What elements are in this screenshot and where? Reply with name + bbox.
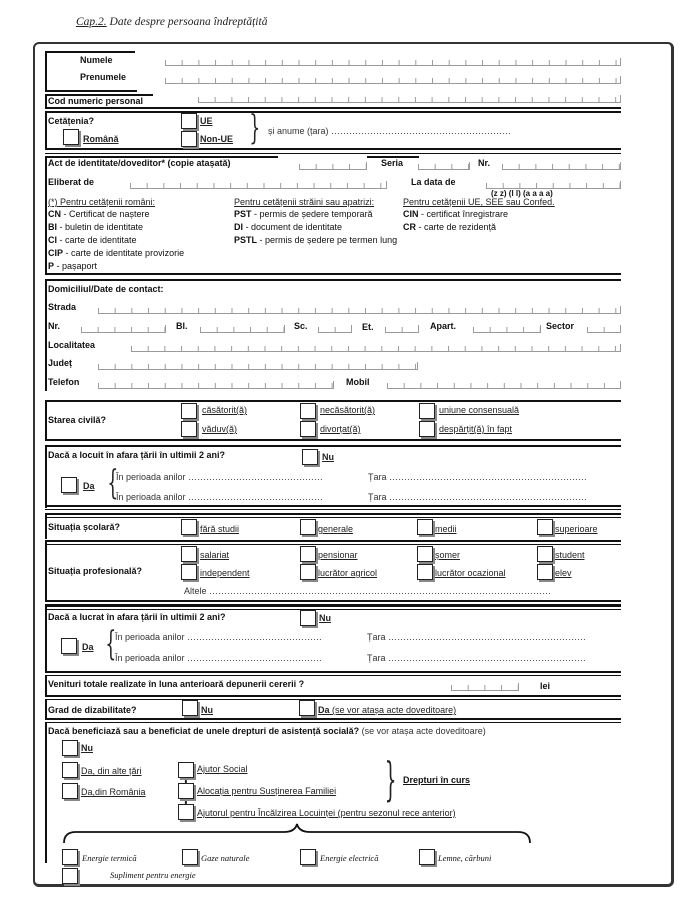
sector-field[interactable]	[587, 325, 621, 333]
mobile-field[interactable]	[387, 381, 621, 389]
heating-electric-label: Energie electrică	[320, 853, 379, 863]
legend-eu-title: Pentru cetățenii UE, SEE sau Confed.	[403, 197, 555, 207]
lived-abroad-bottom	[45, 505, 621, 510]
issue-date-label: La data de	[411, 177, 456, 187]
prof-student-checkbox[interactable]	[537, 546, 553, 562]
disability-yes-label: Da (se vor atașa acte doveditoare)	[318, 705, 457, 715]
income-bottom	[45, 695, 621, 700]
lived-abroad-yes-label: Da	[83, 481, 95, 491]
professional-border	[45, 541, 47, 601]
locality-field[interactable]	[131, 344, 621, 352]
citizenship-label: Cetățenia?	[48, 116, 95, 126]
social-abroad-label: Da, din alte țări	[81, 766, 142, 776]
education-none-checkbox[interactable]	[181, 519, 197, 535]
legend-ro-item: CI - carte de identitate	[48, 235, 137, 245]
prof-agricultural-checkbox[interactable]	[300, 564, 316, 580]
name-box-bottom	[45, 90, 137, 92]
social-label: Dacă beneficiază sau a beneficiat de unele drepturi de asistență socială? (se vor atașa acte doveditoare)	[48, 726, 486, 736]
chapter-name: Date despre persoana îndreptățită	[109, 16, 268, 28]
citizenship-romana-checkbox[interactable]	[63, 129, 79, 145]
prof-retired-checkbox[interactable]	[300, 546, 316, 562]
disability-yes-checkbox[interactable]	[299, 700, 315, 716]
street-field[interactable]	[98, 306, 621, 314]
legend-ro-item: CIP - carte de identitate provizorie	[48, 248, 185, 258]
disability-label: Grad de dizabilitate?	[48, 705, 137, 715]
last-name-label: Numele	[80, 55, 113, 65]
address-border	[45, 279, 47, 391]
civil-unmarried-label: necăsătorit(ă)	[320, 405, 376, 415]
income-label: Venituri totale realizate în luna anterioară depunerii cererii ?	[48, 679, 305, 689]
social-romania-checkbox[interactable]	[62, 783, 78, 799]
citizenship-non-ue-checkbox[interactable]	[181, 131, 197, 147]
ajutor-incalzire-checkbox[interactable]	[178, 804, 194, 820]
prof-employee-checkbox[interactable]	[181, 546, 197, 562]
legend-foreign-item: PST - permis de ședere temporară	[234, 209, 373, 219]
first-name-label: Prenumele	[80, 72, 127, 82]
civil-consensual-checkbox[interactable]	[419, 403, 435, 419]
education-medium-label: medii	[435, 524, 457, 534]
legend-eu-item: CR - carte de rezidență	[403, 222, 497, 232]
id-doc-nr-field[interactable]	[502, 162, 621, 170]
prof-pupil-checkbox[interactable]	[537, 564, 553, 580]
energy-supplement-label: Supliment pentru energie	[110, 870, 196, 880]
citizenship-non-ue-label: Non-UE	[200, 134, 233, 144]
legend-foreign-title: Pentru cetățenii străini sau apatrizi:	[234, 197, 375, 207]
worked-abroad-no-label: Nu	[319, 613, 331, 623]
prof-unemployed-checkbox[interactable]	[417, 546, 433, 562]
prof-unemployed-label: șomer	[435, 550, 461, 560]
nr-field[interactable]	[81, 325, 166, 333]
horizontal-brace-icon	[62, 823, 532, 845]
worked-abroad-period-2[interactable]: În perioada anilor ………………………………………	[115, 653, 323, 663]
legend-ro-item: BI - buletin de identitate	[48, 222, 144, 232]
social-romania-label: Da,din România	[81, 787, 146, 797]
nr-label: Nr.	[48, 321, 61, 331]
civil-unmarried-checkbox[interactable]	[300, 403, 316, 419]
floor-label: Et.	[362, 322, 374, 332]
civil-separated-checkbox[interactable]	[419, 421, 435, 437]
income-field[interactable]	[451, 683, 519, 691]
heating-gas-label: Gaze naturale	[201, 853, 250, 863]
social-abroad-checkbox[interactable]	[62, 762, 78, 778]
worked-abroad-country-1[interactable]: Țara …………………………………………………………	[367, 632, 587, 642]
right-brace-icon: }	[384, 752, 397, 806]
civil-border	[45, 400, 47, 440]
education-higher-label: superioare	[555, 524, 598, 534]
heating-wood-label: Lemne, cărbuni	[438, 853, 492, 863]
id-doc-border	[45, 156, 47, 274]
lived-abroad-label: Dacă a locuit în afara țării în ultimii 2 ani?	[48, 450, 226, 460]
civil-status-label: Starea civilă?	[48, 415, 107, 425]
civil-divorced-label: divorțat(ă)	[320, 424, 361, 434]
worked-abroad-top	[45, 605, 621, 610]
id-doc-top-c	[45, 153, 621, 154]
citizenship-bottom	[45, 148, 621, 150]
apartment-field[interactable]	[473, 325, 541, 333]
citizenship-ue-checkbox[interactable]	[181, 113, 197, 129]
social-border	[45, 723, 47, 863]
civil-married-label: căsătorit(ă)	[202, 405, 248, 415]
apartment-label: Apart.	[430, 321, 457, 331]
heating-thermal-label: Energie termică	[82, 853, 137, 863]
heating-gas-checkbox[interactable]	[182, 849, 198, 865]
legend-eu-item: CIN - certificat înregistrare	[403, 209, 509, 219]
citizenship-romana-label: Română	[83, 134, 119, 144]
education-general-checkbox[interactable]	[300, 519, 316, 535]
alocatia-label: Alocația pentru Susținerea Familiei	[197, 786, 337, 796]
citizenship-ue-label: UE	[200, 116, 213, 126]
name-box-top	[45, 51, 135, 53]
heating-wood-checkbox[interactable]	[419, 849, 435, 865]
mobile-label: Mobil	[346, 377, 370, 387]
education-label: Situația școlară?	[48, 522, 121, 532]
disability-no-checkbox[interactable]	[182, 700, 198, 716]
phone-field[interactable]	[98, 381, 334, 389]
staircase-label: Sc.	[294, 321, 308, 331]
lived-abroad-top	[45, 445, 621, 447]
issued-by-label: Eliberat de	[48, 177, 95, 187]
education-border	[45, 515, 47, 539]
education-general-label: generale	[318, 524, 354, 534]
lived-abroad-no-label: Nu	[322, 452, 334, 462]
issued-by-field[interactable]	[130, 181, 387, 189]
citizenship-country-field[interactable]: și anume (țara) ……………………………………………………	[268, 126, 512, 136]
prof-independent-checkbox[interactable]	[181, 564, 197, 580]
id-doc-label: Act de identitate/doveditor* (copie atașată)	[48, 158, 231, 168]
professional-label: Situația profesională?	[48, 566, 143, 576]
floor-field[interactable]	[385, 325, 419, 333]
worked-abroad-no-checkbox[interactable]	[300, 610, 316, 626]
education-higher-checkbox[interactable]	[537, 519, 553, 535]
chapter-number: Cap.2.	[76, 16, 107, 28]
education-medium-checkbox[interactable]	[417, 519, 433, 535]
cnp-bottom	[45, 107, 621, 109]
civil-widowed-label: văduv(ă)	[202, 424, 238, 434]
social-no-label: Nu	[81, 743, 93, 753]
locality-label: Localitatea	[48, 340, 96, 350]
disability-no-label: Nu	[201, 705, 213, 715]
social-no-checkbox[interactable]	[62, 740, 78, 756]
heating-electric-checkbox[interactable]	[300, 849, 316, 865]
worked-abroad-border	[45, 606, 47, 672]
professional-top	[45, 540, 621, 545]
citizenship-top	[45, 111, 621, 113]
left-brace-icon: {	[107, 463, 119, 503]
civil-bottom	[45, 439, 621, 441]
lived-abroad-country-1[interactable]: Țara …………………………………………………………	[368, 472, 588, 482]
id-doc-bottom	[45, 273, 621, 275]
citizenship-border	[45, 111, 47, 149]
worked-abroad-period-1[interactable]: În perioada anilor ………………………………………	[115, 632, 323, 642]
disability-bottom	[45, 718, 621, 723]
ajutor-social-label: Ajutor Social	[197, 764, 248, 774]
prof-agricultural-label: lucrător agricol	[318, 568, 378, 578]
prof-occasional-checkbox[interactable]	[417, 564, 433, 580]
first-name-field[interactable]	[165, 76, 621, 84]
county-label: Județ	[48, 358, 73, 368]
lived-abroad-country-2[interactable]: Țara …………………………………………………………	[368, 492, 588, 502]
cnp-field[interactable]	[198, 95, 621, 103]
id-doc-seria-field[interactable]	[418, 162, 470, 170]
street-label: Strada	[48, 302, 77, 312]
alocatia-checkbox[interactable]	[178, 783, 194, 799]
id-doc-seria-label: Seria	[381, 158, 404, 168]
prof-student-label: student	[555, 550, 585, 560]
legend-foreign-item: PSTL - permis de ședere pe termen lung	[234, 235, 398, 245]
left-brace-icon: {	[105, 624, 117, 664]
worked-abroad-yes-label: Da	[82, 642, 94, 652]
disability-border	[45, 700, 47, 720]
id-doc-type-field[interactable]	[299, 162, 367, 170]
id-doc-nr-label: Nr.	[478, 158, 491, 168]
civil-divorced-checkbox[interactable]	[300, 421, 316, 437]
lived-abroad-no-checkbox[interactable]	[302, 449, 318, 465]
rights-in-progress-label: Drepturi în curs	[403, 775, 471, 785]
civil-married-checkbox[interactable]	[181, 403, 197, 419]
prof-pupil-label: elev	[555, 568, 572, 578]
worked-abroad-label: Dacă a lucrat în afara țării în ultimii 2 ani?	[48, 612, 226, 622]
date-format-hint: (z z) (l l) (a a a a)	[491, 189, 553, 198]
right-brace-icon: }	[249, 108, 261, 148]
worked-abroad-yes-checkbox[interactable]	[61, 638, 77, 654]
lived-abroad-period-1[interactable]: În perioada anilor ………………………………………	[116, 472, 324, 482]
last-name-field[interactable]	[165, 58, 621, 66]
energy-supplement-checkbox[interactable]	[62, 868, 78, 884]
block-label: Bl.	[176, 321, 188, 331]
worked-abroad-bottom	[45, 671, 621, 676]
phone-label: Telefon	[48, 377, 80, 387]
ajutor-incalzire-label: Ajutorul pentru Încălzirea Locuinței (pentru sezonul rece anterior)	[197, 808, 456, 818]
civil-separated-label: despărțit(ă) în fapt	[439, 424, 513, 434]
issue-date-field[interactable]	[486, 181, 621, 189]
civil-top	[45, 400, 621, 402]
address-top	[45, 279, 621, 281]
lived-abroad-border	[45, 445, 47, 508]
legend-ro-item: CN - Certificat de naștere	[48, 209, 150, 219]
worked-abroad-country-2[interactable]: Țara …………………………………………………………	[367, 653, 587, 663]
civil-widowed-checkbox[interactable]	[181, 421, 197, 437]
ajutor-social-checkbox[interactable]	[178, 762, 194, 778]
block-field[interactable]	[200, 325, 285, 333]
prof-retired-label: pensionar	[318, 550, 358, 560]
legend-ro-title: (*) Pentru cetățenii români:	[48, 197, 156, 207]
civil-consensual-label: uniune consensuală	[439, 405, 520, 415]
cnp-border	[45, 94, 47, 108]
county-field[interactable]	[98, 362, 418, 370]
legend-ro-item: P - pașaport	[48, 261, 98, 271]
cnp-label: Cod numeric personal	[48, 96, 144, 106]
lived-abroad-yes-checkbox[interactable]	[61, 477, 77, 493]
name-box-border	[45, 51, 47, 91]
lived-abroad-period-2[interactable]: În perioada anilor ………………………………………	[116, 492, 324, 502]
income-border	[45, 676, 47, 696]
prof-other-field[interactable]: Altele ……………………………………………………………………………………………………	[184, 586, 552, 596]
address-title: Domiciliul/Date de contact:	[48, 284, 164, 294]
prof-occasional-label: lucrător ocazional	[435, 568, 506, 578]
sector-label: Sector	[546, 321, 575, 331]
income-currency: lei	[540, 681, 551, 691]
education-none-label: fără studii	[200, 524, 240, 534]
education-top	[45, 513, 621, 518]
legend-foreign-item: DI - document de identitate	[234, 222, 343, 232]
prof-employee-label: salariat	[200, 550, 230, 560]
chapter-title	[76, 16, 267, 28]
staircase-field[interactable]	[318, 325, 352, 333]
heating-thermal-checkbox[interactable]	[62, 849, 78, 865]
prof-independent-label: independent	[200, 568, 250, 578]
